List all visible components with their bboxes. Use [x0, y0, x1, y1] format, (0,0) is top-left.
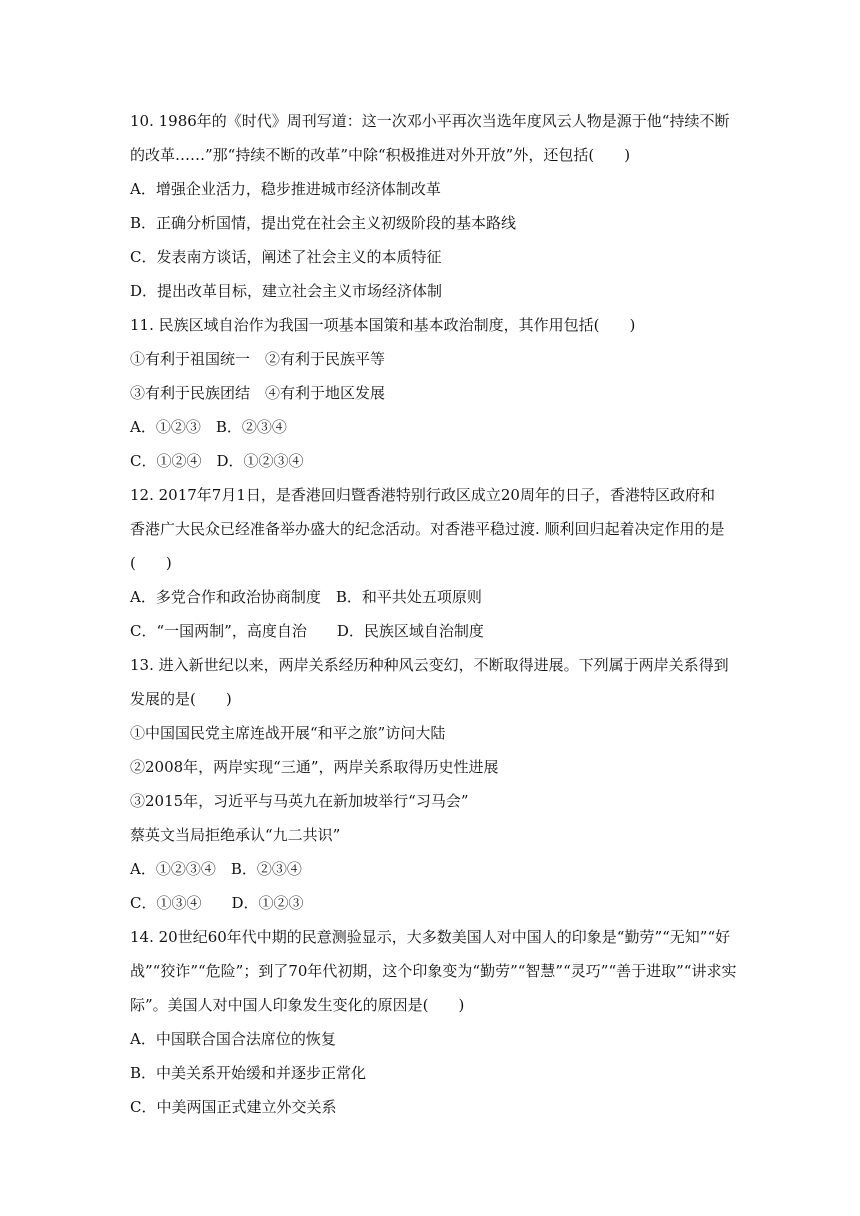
q10-stem-line-2: 的改革……”那“持续不断的改革”中除“积极推进对外开放”外，还包括( ) — [130, 146, 631, 164]
q14-option-c: C．中美两国正式建立外交关系 — [130, 1098, 337, 1116]
q14-option-b: B．中美关系开始缓和并逐步正常化 — [130, 1064, 367, 1082]
q11-items-1-2: ①有利于祖国统一 ②有利于民族平等 — [130, 350, 386, 368]
q13-stem-line-1: 13. 进入新世纪以来，两岸关系经历种种风云变幻，不断取得进展。下列属于两岸关系得到 — [130, 656, 729, 674]
q13-stem-line-2: 发展的是( ) — [130, 690, 232, 708]
q12-stem-line-2: 香港广大民众已经准备举办盛大的纪念活动。对香港平稳过渡. 顺利回归起着决定作用的是 — [130, 520, 725, 538]
q12-options-cd: C．“一国两制”，高度自治 D．民族区域自治制度 — [130, 622, 484, 640]
q12-stem-line-3: ( ) — [130, 554, 172, 572]
q12-stem-line-1: 12. 2017年7月1日，是香港回归暨香港特别行政区成立20周年的日子，香港特区政府和 — [130, 486, 715, 504]
q14-stem-line-2: 战”“狡诈”“危险”；到了70年代初期，这个印象变为“勤劳”“智慧”“灵巧”“善于进取”“讲求实 — [130, 962, 737, 980]
q10-option-c: C．发表南方谈话，阐述了社会主义的本质特征 — [130, 248, 442, 266]
q13-item-2: ②2008年，两岸实现“三通”，两岸关系取得历史性进展 — [130, 758, 499, 776]
q13-options-ab: A．①②③④ B．②③④ — [130, 860, 302, 878]
q11-options-cd: C．①②④ D．①②③④ — [130, 452, 304, 470]
q14-stem-line-1: 14. 20世纪60年代中期的民意测验显示，大多数美国人对中国人的印象是“勤劳”“无知”“好 — [130, 928, 731, 946]
q10-option-b: B．正确分析国情，提出党在社会主义初级阶段的基本路线 — [130, 214, 517, 232]
q13-item-1: ①中国国民党主席连战开展“和平之旅”访问大陆 — [130, 724, 446, 742]
q11-stem: 11. 民族区域自治作为我国一项基本国策和基本政治制度，其作用包括( ) — [130, 316, 636, 334]
q12-options-ab: A．多党合作和政治协商制度 B．和平共处五项原则 — [130, 588, 482, 606]
q13-options-cd: C．①③④ D．①②③ — [130, 894, 304, 912]
q10-stem-line-1: 10. 1986年的《时代》周刊写道：这一次邓小平再次当选年度风云人物是源于他“持续不断 — [130, 112, 730, 130]
q11-items-3-4: ③有利于民族团结 ④有利于地区发展 — [130, 384, 386, 402]
q11-options-ab: A．①②③ B．②③④ — [130, 418, 287, 436]
q13-item-4: 蔡英文当局拒绝承认“九二共识” — [130, 826, 341, 844]
q14-option-a: A．中国联合国合法席位的恢复 — [130, 1030, 336, 1048]
q10-option-a: A．增强企业活力，稳步推进城市经济体制改革 — [130, 180, 441, 198]
q10-option-d: D．提出改革目标，建立社会主义市场经济体制 — [130, 282, 443, 300]
q14-stem-line-3: 际”。美国人对中国人印象发生变化的原因是( ) — [130, 996, 465, 1014]
q13-item-3: ③2015年，习近平与马英九在新加坡举行“习马会” — [130, 792, 469, 810]
